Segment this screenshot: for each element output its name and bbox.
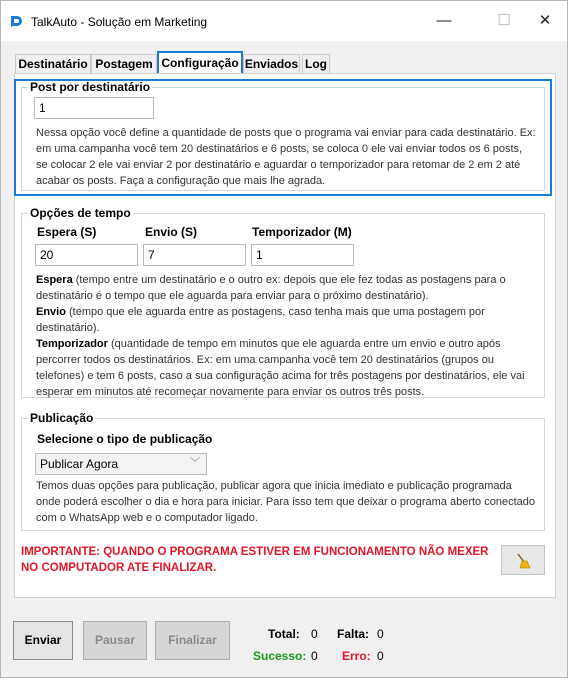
espera-term: Espera — [36, 274, 73, 286]
temporizador-input[interactable]: 1 — [251, 244, 354, 266]
success-label: Sucesso: — [253, 649, 307, 663]
tab-postagem[interactable]: Postagem — [91, 54, 157, 74]
send-button[interactable]: Enviar — [13, 621, 73, 660]
clean-button[interactable] — [501, 545, 545, 575]
espera-input[interactable]: 20 — [35, 244, 138, 266]
total-label: Total: — [268, 627, 300, 641]
time-section-legend: Opções de tempo — [30, 206, 131, 220]
envio-term: Envio — [36, 306, 66, 318]
close-button[interactable]: ✕ — [538, 12, 552, 29]
espera-description: (tempo entre um destinatário e o outro ex: depois que ele fez todas as postagens para o destinatário é o tempo que ele aguarda para enviar para o próximo destinatário). — [36, 274, 506, 302]
time-section-description — [36, 272, 536, 400]
tab-destinatario[interactable]: Destinatário — [15, 54, 91, 74]
post-section-legend: Post por destinatário — [30, 80, 151, 94]
total-value: 0 — [311, 627, 318, 641]
envio-label: Envio (S) — [145, 225, 198, 239]
publication-type-value: Publicar Agora — [40, 457, 119, 471]
maximize-button[interactable]: ☐ — [497, 12, 511, 29]
publication-type-select[interactable] — [35, 453, 207, 475]
publication-description: Temos duas opções para publicação, publicar agora que inicia imediato e publicação programada onde poderá escolher o dia e hora para iniciar. Para isso tem que deixar o programa aberto conectado com o WhatsApp web e o computador ligado. — [36, 480, 535, 524]
envio-input[interactable]: 7 — [143, 244, 246, 266]
success-value: 0 — [311, 649, 318, 663]
publication-type-label: Selecione o tipo de publicação — [37, 432, 213, 446]
post-section-description: Nessa opção você define a quantidade de posts que o programa vai enviar para cada destinatário. Ex: em uma campanha você tem 20 destinatários e 6 posts, se coloca 0 ele vai enviar todos os 6 posts, se colocar 2 ele vai enviar 2 por destinatário e aguardar o temporizador para retomar de 2 em 2 até acabar os posts. Faça a configuração que mais lhe agrada. — [36, 127, 536, 187]
title-bar — [1, 1, 567, 41]
temporizador-description: (quantidade de tempo em minutos que ele aguarda entre um envio e outro após percorrer todos os destinatários. Ex: em uma campanha você tem 20 destinatários (grupos ou telefones) e tem 6 posts, caso a sua configuração acima for três postagens por destinatários, ele vai esperar em minutos até recomeçar novamente para enviar os outros três posts. — [36, 338, 525, 398]
chevron-down-icon: ﹀ — [190, 458, 200, 469]
posts-per-recipient-input[interactable]: 1 — [34, 97, 154, 119]
window-title: TalkAuto - Solução em Marketing — [31, 15, 208, 29]
envio-description: (tempo que ele aguarda entre as postagens, caso tenha mais que uma postagem por destinatário). — [36, 306, 485, 334]
minimize-button[interactable]: — — [436, 12, 452, 29]
app-logo-icon — [9, 14, 23, 28]
important-warning: IMPORTANTE: QUANDO O PROGRAMA ESTIVER EM FUNCIONAMENTO NÃO MEXER NO COMPUTADOR ATE FINALIZAR. — [21, 546, 489, 574]
broom-icon — [514, 552, 532, 570]
tab-configuracao[interactable]: Configuração — [158, 52, 242, 74]
tab-log[interactable]: Log — [302, 54, 330, 74]
falta-label: Falta: — [337, 627, 370, 641]
error-value: 0 — [377, 649, 384, 663]
temporizador-label: Temporizador (M) — [252, 225, 352, 239]
espera-label: Espera (S) — [37, 225, 97, 239]
pause-button[interactable]: Pausar — [83, 621, 147, 660]
finish-button[interactable]: Finalizar — [155, 621, 230, 660]
tab-enviados[interactable]: Enviados — [243, 54, 300, 74]
temporizador-term: Temporizador — [36, 338, 108, 350]
publication-section-legend: Publicação — [30, 411, 94, 425]
falta-value: 0 — [377, 627, 384, 641]
error-label: Erro: — [342, 649, 371, 663]
